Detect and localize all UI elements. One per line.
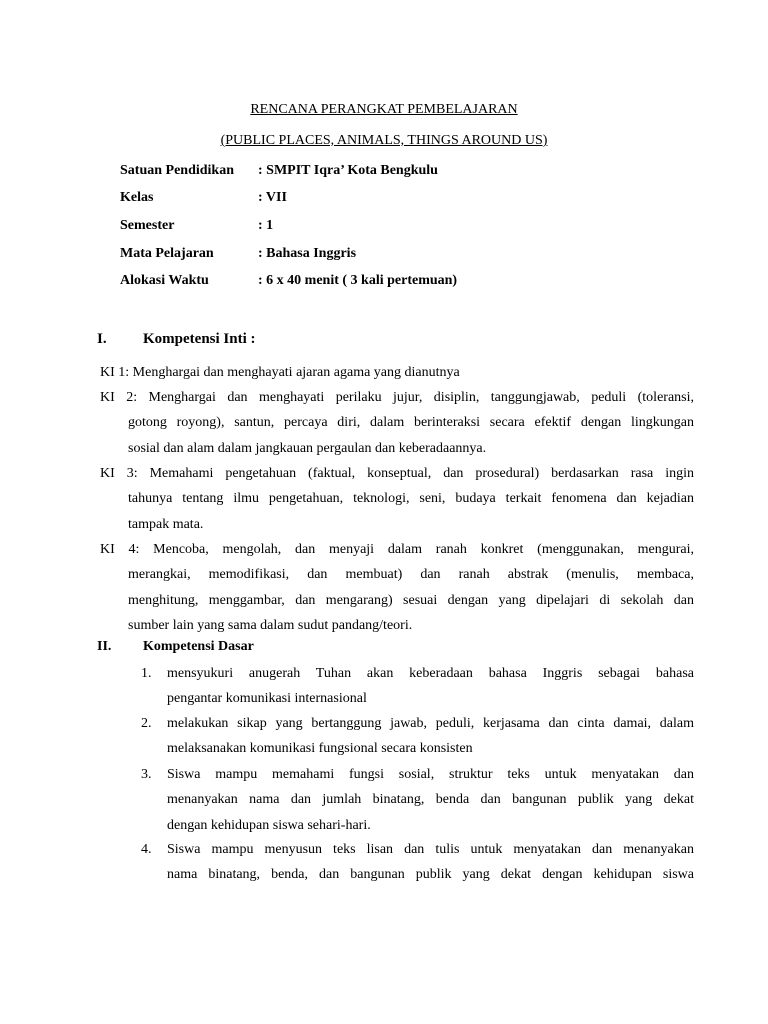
ki-1-line: KI 1: Menghargai dan menghayati ajaran agama yang dianutnya: [100, 365, 460, 380]
info-value: : 6 x 40 menit ( 3 kali pertemuan): [258, 273, 458, 288]
info-value: : SMPIT Iqra’ Kota Bengkulu: [258, 163, 438, 178]
section-1-number: I.: [97, 331, 107, 347]
kd-item-2: [141, 711, 694, 762]
ki-3-line: tahunya tentang ilmu pengetahuan, teknologi, seni, budaya terkait fenomena dan kejadian: [128, 491, 694, 507]
ki-2-line: KI 2: Menghargai dan menghayati perilaku jujur, disiplin, tanggungjawab, peduli (toleransi,: [100, 390, 694, 405]
info-value: : VII: [258, 190, 287, 205]
ki-4-line: menghitung, menggambar, dan mengarang) sesuai dengan yang dipelajari di sekolah dan: [128, 592, 694, 608]
kd-line: menanyakan nama dan jumlah binatang, benda dan bangunan publik yang dekat: [167, 792, 694, 808]
kd-number: 3.: [141, 767, 152, 782]
kd-number: 1.: [141, 666, 152, 681]
section-1-heading: Kompetensi Inti :: [143, 331, 256, 347]
ki-1: [100, 360, 694, 385]
kd-line: melakukan sikap yang bertanggung jawab, peduli, kerjasama dan cinta damai, dalam: [167, 716, 694, 731]
ki-2-line: gotong royong), santun, percaya diri, dalam berinteraksi secara efektif dengan lingkungan: [128, 415, 694, 431]
kd-line: mensyukuri anugerah Tuhan akan keberadaan bahasa Inggris sebagai bahasa: [167, 666, 694, 681]
kd-line: nama binatang, benda, dan bangunan publik yang dekat dengan kehidupan siswa: [167, 867, 694, 883]
ki-3-line: tampak mata.: [128, 516, 204, 532]
section-2-heading: Kompetensi Dasar: [143, 639, 254, 654]
kd-item-4: [141, 837, 694, 888]
kd-line: dengan kehidupan siswa sehari-hari.: [167, 817, 371, 833]
info-value: : Bahasa Inggris: [258, 246, 357, 261]
kd-line: pengantar komunikasi internasional: [167, 691, 367, 707]
kd-line: Siswa mampu memahami fungsi sosial, struktur teks untuk menyatakan dan: [167, 767, 694, 782]
ki-2-line: sosial dan alam dalam jangkauan pergaulan dan keberadaannya.: [128, 440, 487, 456]
ki-4-line: merangkai, memodifikasi, dan membuat) dan ranah abstrak (menulis, membaca,: [128, 567, 694, 583]
info-label: Alokasi Waktu: [120, 273, 209, 288]
kd-line: Siswa mampu menyusun teks lisan dan tulis untuk menyatakan dan menanyakan: [167, 842, 694, 857]
info-row-semester: [120, 218, 273, 234]
kd-item-1: [141, 661, 694, 712]
kd-number: 2.: [141, 716, 152, 731]
kd-number: 4.: [141, 842, 152, 857]
info-value: : 1: [258, 218, 274, 233]
info-row-satuan-pendidikan: [120, 163, 438, 179]
info-label: Satuan Pendidikan: [120, 163, 234, 178]
info-row-alokasi-waktu: [120, 273, 457, 289]
ki-4: [100, 537, 694, 638]
ki-3: [100, 461, 694, 537]
info-label: Mata Pelajaran: [120, 246, 214, 261]
ki-2: [100, 385, 694, 461]
kd-item-3: [141, 762, 694, 838]
section-2-number: II.: [97, 639, 112, 654]
ki-3-line: KI 3: Memahami pengetahuan (faktual, konseptual, dan prosedural) berdasarkan rasa ingin: [100, 466, 694, 481]
kd-line: melaksanakan komunikasi fungsional secara konsisten: [167, 741, 473, 757]
document-subtitle: (PUBLIC PLACES, ANIMALS, THINGS AROUND US): [220, 133, 548, 148]
info-row-kelas: [120, 190, 287, 206]
document-title: RENCANA PERANGKAT PEMBELAJARAN: [250, 102, 518, 117]
ki-4-line: KI 4: Mencoba, mengolah, dan menyaji dalam ranah konkret (menggunakan, mengurai,: [100, 542, 694, 557]
ki-4-line: sumber lain yang sama dalam sudut pandang/teori.: [128, 617, 413, 633]
info-row-mata-pelajaran: [120, 246, 356, 262]
info-label: Kelas: [120, 190, 154, 205]
info-label: Semester: [120, 218, 175, 233]
